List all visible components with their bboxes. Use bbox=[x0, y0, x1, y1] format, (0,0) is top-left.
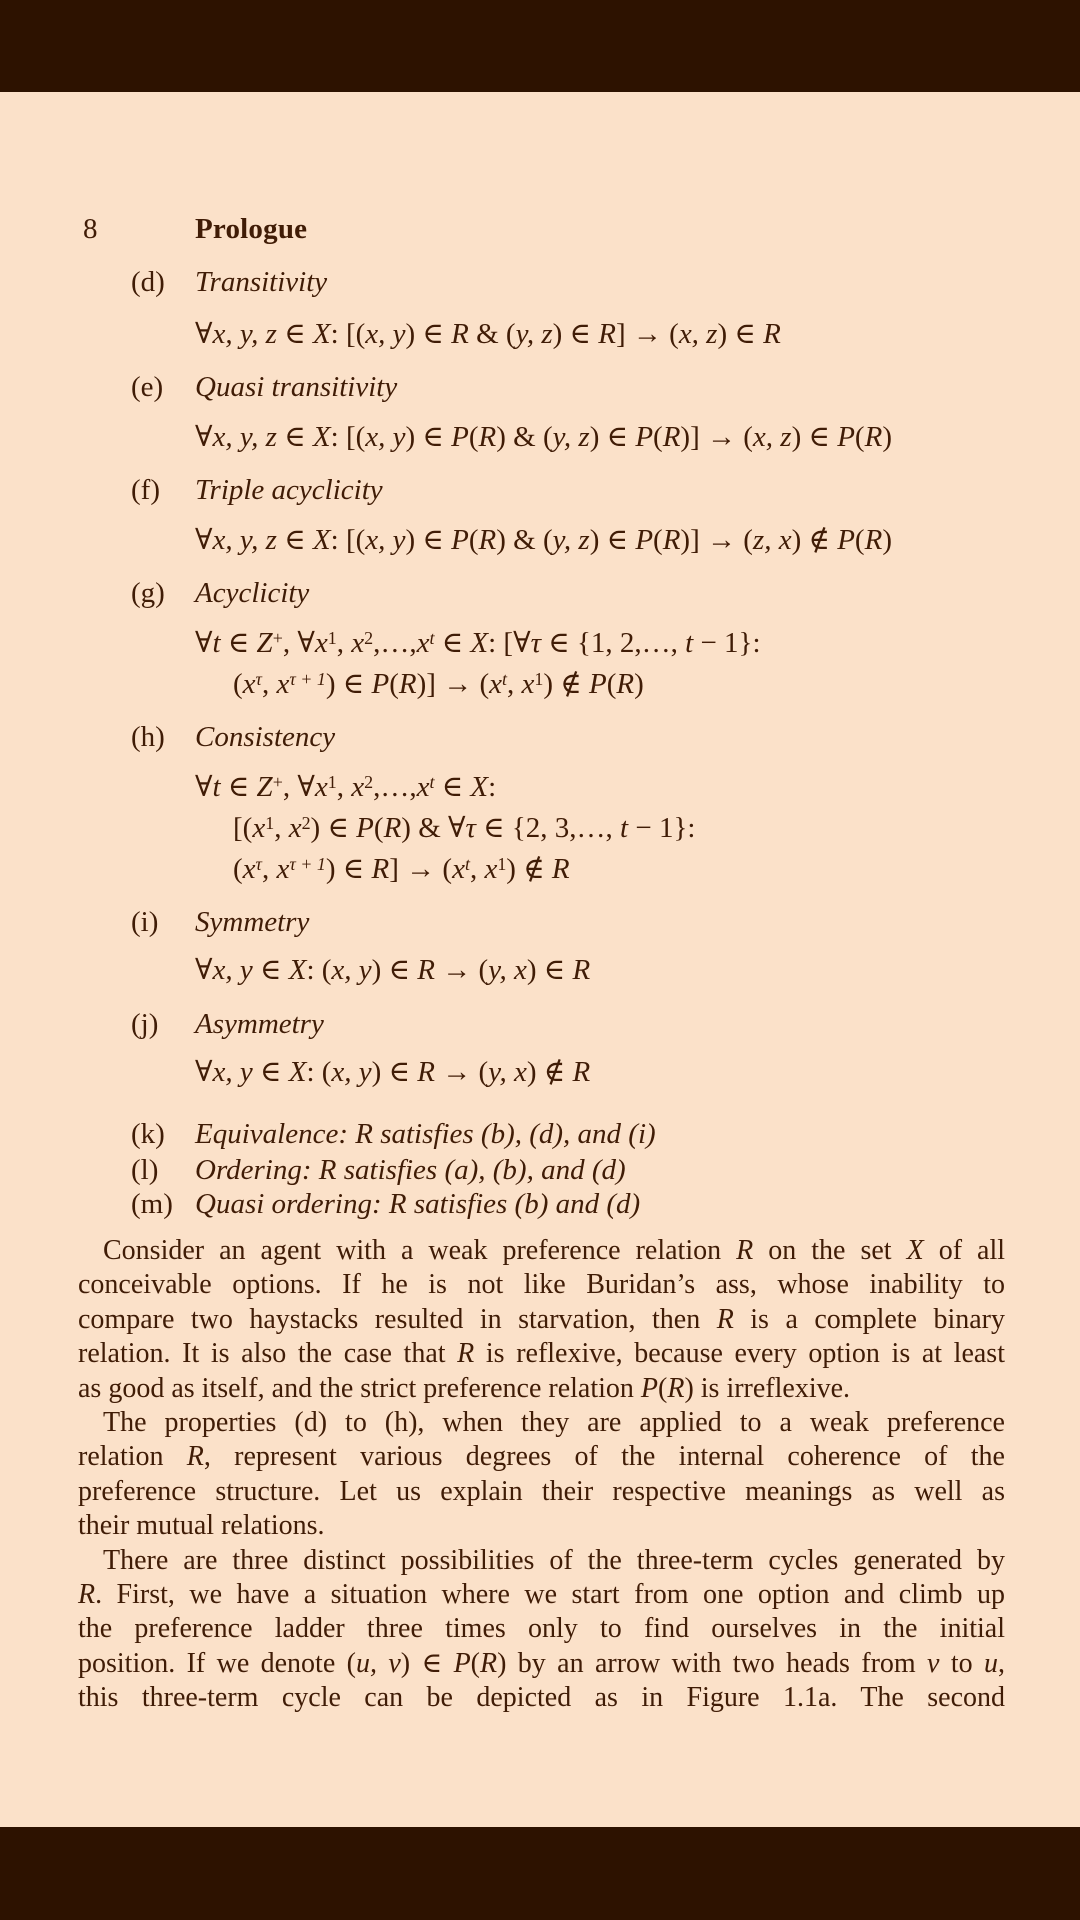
text-line: their mutual relations. bbox=[78, 1510, 325, 1542]
text-line: relation. It is also the case that R is reflexive, because every option is at least bbox=[78, 1338, 1005, 1370]
paragraph-3 bbox=[78, 1544, 1005, 1716]
text-line: conceivable options. If he is not like Buridan’s ass, whose inability to bbox=[78, 1269, 1005, 1301]
text-line: the preference ladder three times only to find ourselves in the initial bbox=[78, 1613, 1005, 1645]
item-label-d: (d) bbox=[131, 266, 165, 298]
list-item-l bbox=[78, 1153, 1005, 1187]
formula-h-line3: ($x^\tau$, $x^{\tau + 1}$) ∈ $R] \to (x^t$, $x^1$) ∉ R bbox=[233, 853, 570, 885]
list-item-i bbox=[78, 905, 1005, 939]
text-line: R. First, we have a situation where we start from one option and climb up bbox=[78, 1579, 1005, 1611]
text-line: relation R, represent various degrees of the internal coherence of the bbox=[78, 1441, 1005, 1473]
item-label-k: (k) bbox=[131, 1118, 165, 1150]
item-title-e: Quasi transitivity bbox=[195, 371, 398, 403]
formula-h-line2: [($x^1$, $x^2$) ∈ P(R) & ∀τ ∈ {2, 3,…, t − 1}: bbox=[233, 812, 696, 844]
text-line: preference structure. Let us explain their respective meanings as well as bbox=[78, 1475, 1005, 1507]
formula-h-line1: ∀t ∈ Z+, $\forall x^1$, $x^2,\dots,x^t$ ∈ X: bbox=[195, 771, 497, 803]
text-line: this three-term cycle can be depicted as in Figure 1.1a. The second bbox=[78, 1682, 1005, 1714]
running-head: Prologue bbox=[195, 213, 308, 245]
formula-g-line2: ($x^\tau$, $x^{\tau + 1}$) ∈ $P(R)] \to (x^t$, $x^1$) ∉ P(R) bbox=[233, 668, 644, 700]
list-item-d bbox=[78, 265, 1005, 299]
paragraph-1 bbox=[78, 1234, 1005, 1406]
item-label-l: (l) bbox=[131, 1154, 159, 1186]
item-title-l: Ordering: R satisfies (a), (b), and (d) bbox=[195, 1154, 626, 1186]
paragraph-2 bbox=[78, 1406, 1005, 1544]
item-label-g: (g) bbox=[131, 577, 165, 609]
page-number: 8 bbox=[83, 213, 98, 245]
text-line: There are three distinct possibilities of the three-term cycles generated by bbox=[103, 1544, 1005, 1576]
text-line: position. If we denote (u, v) ∈ P(R) by an arrow with two heads from v to u, bbox=[78, 1647, 1005, 1679]
body-text bbox=[78, 1234, 1005, 1716]
list-item-k bbox=[78, 1117, 1005, 1151]
list-item-m bbox=[78, 1187, 1005, 1221]
list-item-f bbox=[78, 473, 1005, 507]
formula-f: ∀x, y, z ∈ X: [(x, y) ∈ P(R) & (y, z) ∈ P(R)] → (z, x) ∉ P(R) bbox=[195, 524, 892, 556]
formula-d: ∀x, y, z ∈ X: [(x, y) ∈ R & (y, z) ∈ R] → (x, z) ∈ R bbox=[195, 318, 781, 350]
bottom-border-band bbox=[0, 1827, 1080, 1920]
item-label-h: (h) bbox=[131, 721, 165, 753]
item-title-j: Asymmetry bbox=[195, 1008, 324, 1040]
formula-j: ∀x, y ∈ X: (x, y) ∈ R → (y, x) ∉ R bbox=[195, 1056, 591, 1088]
item-label-m: (m) bbox=[131, 1188, 173, 1220]
item-label-i: (i) bbox=[131, 906, 159, 938]
item-title-m: Quasi ordering: R satisfies (b) and (d) bbox=[195, 1188, 641, 1220]
page-content bbox=[78, 92, 1005, 1716]
text-line: Consider an agent with a weak preference relation R on the set X of all bbox=[103, 1235, 1006, 1266]
item-title-k: Equivalence: R satisfies (b), (d), and (i) bbox=[195, 1118, 656, 1150]
text-line: as good as itself, and the strict preference relation P(R) is irreflexive. bbox=[78, 1372, 851, 1404]
item-title-g: Acyclicity bbox=[195, 577, 310, 609]
top-border-band bbox=[0, 0, 1080, 92]
item-label-j: (j) bbox=[131, 1008, 159, 1040]
item-label-e: (e) bbox=[131, 371, 164, 403]
item-title-d: Transitivity bbox=[195, 266, 328, 298]
page-header bbox=[78, 212, 1005, 246]
item-title-i: Symmetry bbox=[195, 906, 310, 938]
list-item-e bbox=[78, 370, 1005, 404]
item-title-f: Triple acyclicity bbox=[195, 474, 383, 506]
list-item-h bbox=[78, 720, 1005, 754]
formula-e: ∀x, y, z ∈ X: [(x, y) ∈ P(R) & (y, z) ∈ P(R)] → (x, z) ∈ P(R) bbox=[195, 421, 892, 453]
formula-i: ∀x, y ∈ X: (x, y) ∈ R → (y, x) ∈ R bbox=[195, 954, 591, 986]
list-item-g bbox=[78, 576, 1005, 610]
text-line: The properties (d) to (h), when they are applied to a weak preference bbox=[103, 1407, 1005, 1439]
formula-g-line1: ∀t ∈ Z+, $\forall x^1$, $x^2,\dots,x^t$ ∈ X: [∀τ ∈ {1, 2,…, t − 1}: bbox=[195, 627, 761, 659]
list-item-j bbox=[78, 1007, 1005, 1041]
text-line: compare two haystacks resulted in starvation, then R is a complete binary bbox=[78, 1303, 1005, 1335]
item-title-h: Consistency bbox=[195, 721, 336, 753]
item-label-f: (f) bbox=[131, 474, 160, 506]
